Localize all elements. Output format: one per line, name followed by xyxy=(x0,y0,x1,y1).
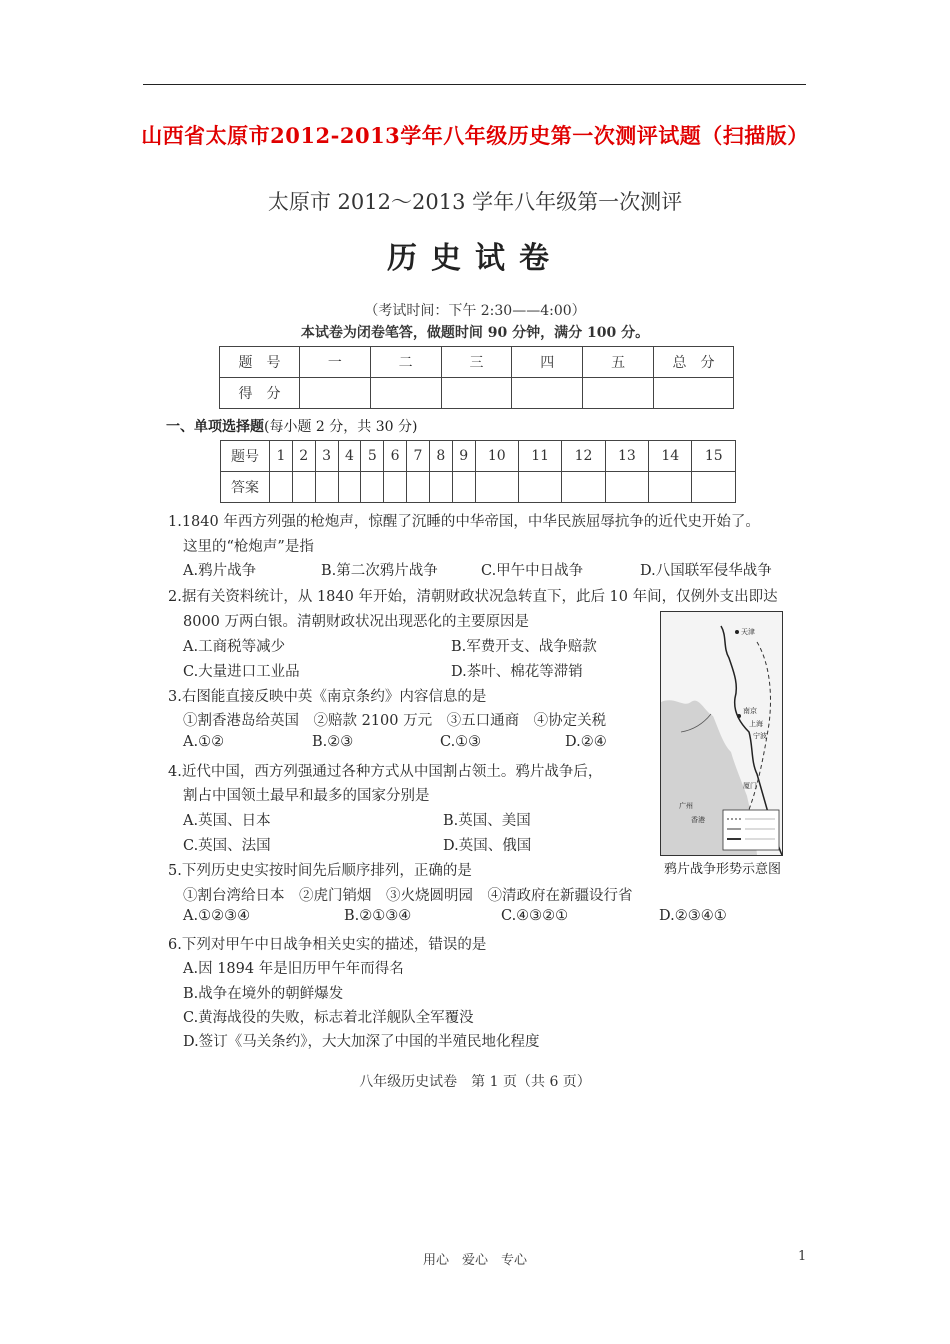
score-header-cell: 五 xyxy=(583,347,654,378)
answer-cell[interactable] xyxy=(384,472,407,503)
score-header-cell: 总 分 xyxy=(653,347,733,378)
question-1-option-d: D.八国联军侵华战争 xyxy=(640,563,772,579)
answer-cell[interactable] xyxy=(692,472,736,503)
map-illustration xyxy=(661,612,782,855)
map-label-city: 南京 xyxy=(743,707,757,715)
question-1-option-b: B.第二次鸦片战争 xyxy=(321,563,438,579)
answer-cell[interactable] xyxy=(452,472,475,503)
answer-row-label: 答案 xyxy=(221,472,270,503)
question-3-items: ①割香港岛给英国 ②赔款 2100 万元 ③五口通商 ④协定关税 xyxy=(183,713,607,729)
map-city-marker xyxy=(735,630,739,634)
score-cell[interactable] xyxy=(653,378,733,409)
answer-number-cell: 14 xyxy=(649,441,692,472)
answer-cell[interactable] xyxy=(315,472,338,503)
question-5-option-b: B.②①③④ xyxy=(344,908,412,924)
map-label-city: 上海 xyxy=(749,720,763,728)
answer-row-label: 题号 xyxy=(221,441,270,472)
answer-cell[interactable] xyxy=(429,472,452,503)
score-row-label: 得 分 xyxy=(220,378,300,409)
answer-number-cell: 15 xyxy=(692,441,736,472)
answer-number-cell: 8 xyxy=(429,441,452,472)
answer-cell[interactable] xyxy=(475,472,518,503)
section-heading xyxy=(166,416,417,436)
score-table xyxy=(219,346,734,409)
question-2-stem-cont: 8000 万两白银。清朝财政状况出现恶化的主要原因是 xyxy=(183,614,530,630)
score-header-cell: 题 号 xyxy=(220,347,300,378)
answer-cell[interactable] xyxy=(649,472,692,503)
answer-number-cell: 5 xyxy=(361,441,384,472)
score-header-cell: 四 xyxy=(512,347,583,378)
question-4-option-a: A.英国、日本 xyxy=(183,813,271,829)
score-cell[interactable] xyxy=(441,378,512,409)
answer-cell[interactable] xyxy=(338,472,361,503)
answer-cell[interactable] xyxy=(270,472,293,503)
opium-war-map xyxy=(660,611,783,856)
question-4-option-c: C.英国、法国 xyxy=(183,838,271,854)
answer-number-cell: 9 xyxy=(452,441,475,472)
question-3-stem: 3.右图能直接反映中英《南京条约》内容信息的是 xyxy=(168,689,487,705)
exam-title: 历史试卷 xyxy=(387,241,563,276)
map-city-marker xyxy=(737,714,741,718)
section-heading-note: (每小题 2 分，共 30 分) xyxy=(264,419,418,435)
answer-number-cell: 11 xyxy=(518,441,561,472)
document-title: 山西省太原市2012-2013学年八年级历史第一次测评试题（扫描版） xyxy=(141,123,809,148)
answer-number-cell: 3 xyxy=(315,441,338,472)
question-1-option-a: A.鸦片战争 xyxy=(183,563,257,579)
answer-table xyxy=(220,440,736,503)
top-rule xyxy=(143,84,806,85)
question-3-option-d: D.②④ xyxy=(565,734,607,750)
question-5-items: ①割台湾给日本 ②虎门销烟 ③火烧圆明园 ④清政府在新疆设行省 xyxy=(183,888,633,904)
question-2-option-a: A.工商税等减少 xyxy=(183,639,286,655)
question-6-stem: 6.下列对甲午中日战争相关史实的描述，错误的是 xyxy=(168,937,487,953)
answer-cell[interactable] xyxy=(562,472,605,503)
answer-number-cell: 10 xyxy=(475,441,518,472)
answer-number-cell: 12 xyxy=(562,441,605,472)
answer-number-cell: 13 xyxy=(605,441,648,472)
map-label-city: 广州 xyxy=(679,802,693,810)
page-number: 1 xyxy=(798,1249,807,1264)
answer-table-answer-row xyxy=(221,472,736,503)
exam-subtitle: 太原市 2012～2013 学年八年级第一次测评 xyxy=(267,190,683,214)
score-cell[interactable] xyxy=(299,378,370,409)
question-2-option-d: D.茶叶、棉花等滞销 xyxy=(451,664,583,680)
question-5-option-c: C.④③②① xyxy=(501,908,569,924)
question-2-option-c: C.大量进口工业品 xyxy=(183,664,300,680)
answer-table-number-row xyxy=(221,441,736,472)
map-caption: 鸦片战争形势示意图 xyxy=(663,862,781,877)
answer-cell[interactable] xyxy=(407,472,430,503)
question-2-option-b: B.军费开支、战争赔款 xyxy=(451,639,597,655)
question-3-option-a: A.①② xyxy=(183,734,225,750)
answer-cell[interactable] xyxy=(292,472,315,503)
bottom-note: 用心 爱心 专心 xyxy=(422,1253,527,1268)
section-heading-title: 一、单项选择题 xyxy=(166,419,264,435)
score-cell[interactable] xyxy=(583,378,654,409)
answer-number-cell: 4 xyxy=(338,441,361,472)
question-6-option-b: B.战争在境外的朝鲜爆发 xyxy=(183,986,344,1002)
map-label-city: 宁波 xyxy=(753,732,767,740)
score-header-cell: 二 xyxy=(370,347,441,378)
question-4-stem-cont: 割占中国领土最早和最多的国家分别是 xyxy=(183,788,430,804)
question-5-option-d: D.②③④① xyxy=(659,908,727,924)
map-label-city: 香港 xyxy=(691,816,705,824)
score-cell[interactable] xyxy=(512,378,583,409)
page-footer: 八年级历史试卷 第 1 页（共 6 页） xyxy=(359,1074,591,1090)
map-label-north: 天津 xyxy=(741,628,755,636)
question-6-option-d: D.签订《马关条约》，大大加深了中国的半殖民地化程度 xyxy=(183,1034,540,1050)
answer-cell[interactable] xyxy=(361,472,384,503)
question-5-stem: 5.下列历史史实按时间先后顺序排列，正确的是 xyxy=(168,863,472,879)
map-label-city: 厦门 xyxy=(743,782,757,790)
exam-instructions: 本试卷为闭卷笔答，做题时间 90 分钟，满分 100 分。 xyxy=(300,325,650,341)
score-cell[interactable] xyxy=(370,378,441,409)
question-4-option-b: B.英国、美国 xyxy=(443,813,531,829)
question-3-option-b: B.②③ xyxy=(312,734,354,750)
answer-number-cell: 7 xyxy=(407,441,430,472)
answer-number-cell: 1 xyxy=(270,441,293,472)
answer-number-cell: 2 xyxy=(292,441,315,472)
question-3-option-c: C.①③ xyxy=(440,734,482,750)
question-4-option-d: D.英国、俄国 xyxy=(443,838,532,854)
question-6-option-a: A.因 1894 年是旧历甲午年而得名 xyxy=(183,961,404,977)
score-table-score-row xyxy=(220,378,734,409)
answer-cell[interactable] xyxy=(518,472,561,503)
question-5-option-a: A.①②③④ xyxy=(183,908,251,924)
answer-cell[interactable] xyxy=(605,472,648,503)
question-6-option-c: C.黄海战役的失败，标志着北洋舰队全军覆没 xyxy=(183,1010,474,1026)
question-4-stem: 4.近代中国，西方列强通过各种方式从中国割占领土。鸦片战争后， xyxy=(168,764,603,780)
score-table-header-row xyxy=(220,347,734,378)
answer-number-cell: 6 xyxy=(384,441,407,472)
score-header-cell: 三 xyxy=(441,347,512,378)
map-legend xyxy=(723,810,779,850)
question-1-stem-cont: 这里的“枪炮声”是指 xyxy=(183,539,314,555)
question-1-option-c: C.甲午中日战争 xyxy=(481,563,584,579)
question-2-stem: 2.据有关资料统计，从 1840 年开始，清朝财政状况急转直下，此后 10 年间，仅例外支出即达 xyxy=(168,589,778,605)
question-1-stem: 1.1840 年西方列强的枪炮声，惊醒了沉睡的中华帝国，中华民族屈辱抗争的近代史开始了。 xyxy=(168,514,760,530)
score-header-cell: 一 xyxy=(299,347,370,378)
exam-time: （考试时间：下午 2:30——4:00） xyxy=(364,303,586,319)
